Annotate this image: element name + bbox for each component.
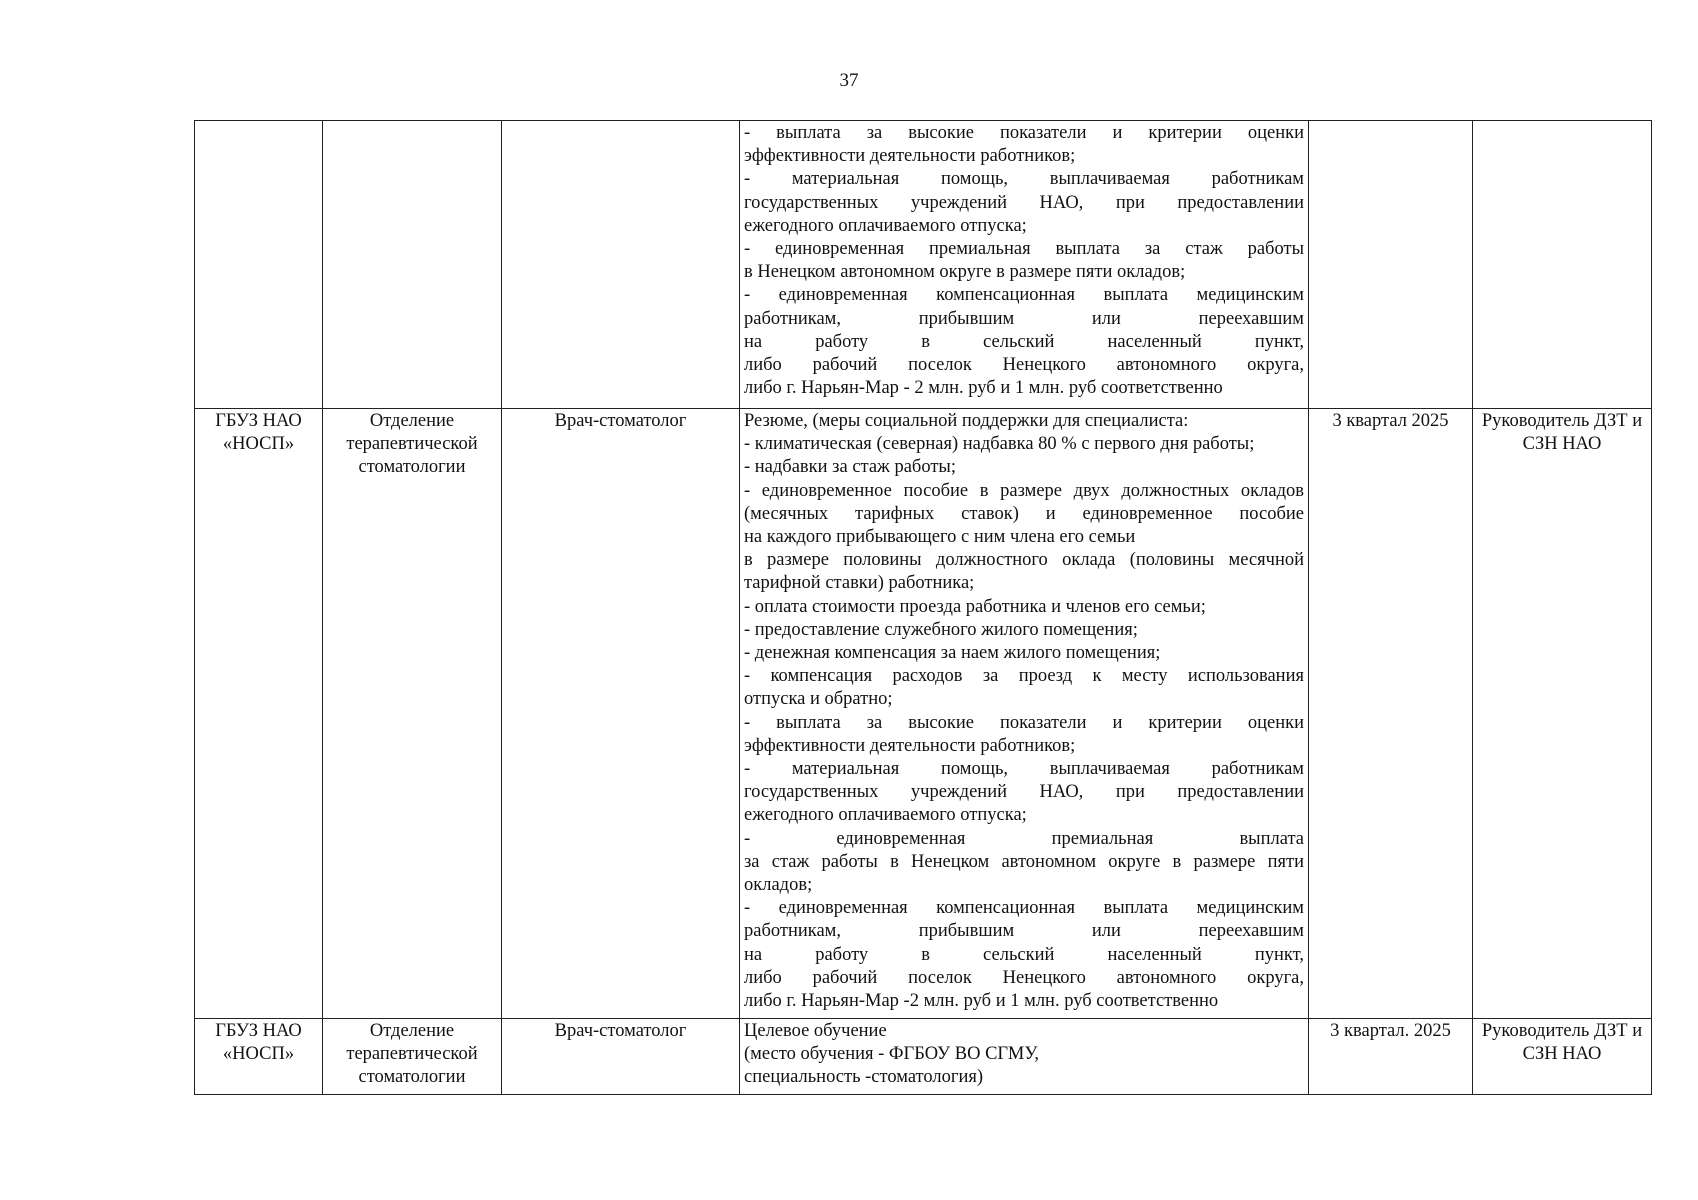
measure-line: ежегодного оплачиваемого отпуска;	[744, 215, 1027, 236]
measure-line: государственных учреждений НАО, при предоставлении	[744, 782, 1304, 803]
measure-line: - материальная помощь, выплачиваемая работникам	[744, 759, 1304, 780]
measure-line: эффективности деятельности работников;	[744, 735, 1076, 756]
measure-line: работникам, прибывшим или переехавшим	[744, 308, 1304, 329]
position-cell: Врач-стоматолог	[502, 1019, 740, 1095]
responsible-cell: Руководитель ДЗТ и СЗН НАО	[1473, 409, 1652, 1019]
measure-line: эффективности деятельности работников;	[744, 146, 1076, 167]
responsible-cell	[1473, 121, 1652, 409]
measure-line: на работу в сельский населенный пункт,	[744, 944, 1304, 965]
position-cell	[502, 121, 740, 409]
measure-line: - единовременная компенсационная выплата медицинским	[744, 898, 1304, 919]
measure-line: либо рабочий поселок Ненецкого автономного округа,	[744, 355, 1304, 376]
period-cell: 3 квартал. 2025	[1309, 1019, 1473, 1095]
measure-line: либо г. Нарьян-Мар - 2 млн. руб и 1 млн. руб соответственно	[744, 378, 1223, 399]
department-cell: Отделение терапевтической стоматологии	[323, 409, 502, 1019]
measure-line: либо рабочий поселок Ненецкого автономного округа,	[744, 967, 1304, 988]
department-cell: Отделение терапевтической стоматологии	[323, 1019, 502, 1095]
measures-cell	[740, 409, 1309, 1019]
measure-line: за стаж работы в Ненецком автономном округе в размере пяти	[744, 851, 1304, 872]
measure-line: на работу в сельский населенный пункт,	[744, 331, 1304, 352]
measure-line: в размере половины должностного оклада (половины месячной	[744, 550, 1304, 571]
table-row	[195, 409, 1652, 1019]
measure-line: - предоставление служебного жилого помещения;	[744, 619, 1138, 640]
org-cell	[195, 121, 323, 409]
measure-line: тарифной ставки) работника;	[744, 573, 975, 594]
org-cell: ГБУЗ НАО «НОСП»	[195, 409, 323, 1019]
measures-table	[194, 120, 1652, 1095]
table-row	[195, 1019, 1652, 1095]
measure-line: - денежная компенсация за наем жилого помещения;	[744, 643, 1161, 664]
measure-line: - единовременное пособие в размере двух должностных окладов	[744, 480, 1304, 501]
measure-line: - климатическая (северная) надбавка 80 % с первого дня работы;	[744, 434, 1255, 455]
measure-line: - компенсация расходов за проезд к месту использования	[744, 666, 1304, 687]
measure-line: Резюме, (меры социальной поддержки для специалиста:	[744, 411, 1189, 431]
measure-line: - выплата за высокие показатели и критерии оценки	[744, 712, 1304, 733]
measure-line: отпуска и обратно;	[744, 689, 893, 710]
period-cell	[1309, 121, 1473, 409]
page-number-text: 37	[839, 70, 859, 91]
measure-line: - выплата за высокие показатели и критерии оценки	[744, 123, 1304, 143]
measure-line: - надбавки за стаж работы;	[744, 457, 957, 478]
measure-line: - единовременная премиальная выплата за стаж работы	[744, 239, 1304, 260]
measure-line: в Ненецком автономном округе в размере пяти окладов;	[744, 262, 1186, 283]
measure-line: либо г. Нарьян-Мар -2 млн. руб и 1 млн. руб соответственно	[744, 991, 1219, 1012]
measure-line: работникам, прибывшим или переехавшим	[744, 921, 1304, 942]
measure-line: - единовременная компенсационная выплата медицинским	[744, 285, 1304, 306]
measure-line: - единовременная премиальная выплата	[744, 828, 1304, 849]
measure-line: - материальная помощь, выплачиваемая работникам	[744, 169, 1304, 190]
responsible-cell: Руководитель ДЗТ и СЗН НАО	[1473, 1019, 1652, 1095]
measure-line: - оплата стоимости проезда работника и членов его семьи;	[744, 596, 1206, 617]
measures-cell	[740, 121, 1309, 409]
table-row	[195, 121, 1652, 409]
measure-line: окладов;	[744, 875, 813, 896]
page-number	[0, 70, 1698, 92]
org-cell: ГБУЗ НАО «НОСП»	[195, 1019, 323, 1095]
department-cell	[323, 121, 502, 409]
measure-line: Целевое обучение	[744, 1021, 887, 1041]
measures-cell	[740, 1019, 1309, 1095]
measure-line: специальность -стоматология)	[744, 1067, 984, 1088]
position-cell: Врач-стоматолог	[502, 409, 740, 1019]
measure-line: (месячных тарифных ставок) и единовременное пособие	[744, 503, 1304, 524]
period-cell: 3 квартал 2025	[1309, 409, 1473, 1019]
measures-text	[744, 1020, 1304, 1090]
measure-line: государственных учреждений НАО, при предоставлении	[744, 192, 1304, 213]
measures-text	[744, 122, 1304, 400]
measure-line: (место обучения - ФГБОУ ВО СГМУ,	[744, 1044, 1040, 1065]
measures-text	[744, 410, 1304, 1013]
measure-line: на каждого прибывающего с ним члена его семьи	[744, 527, 1136, 548]
measure-line: ежегодного оплачиваемого отпуска;	[744, 805, 1027, 826]
